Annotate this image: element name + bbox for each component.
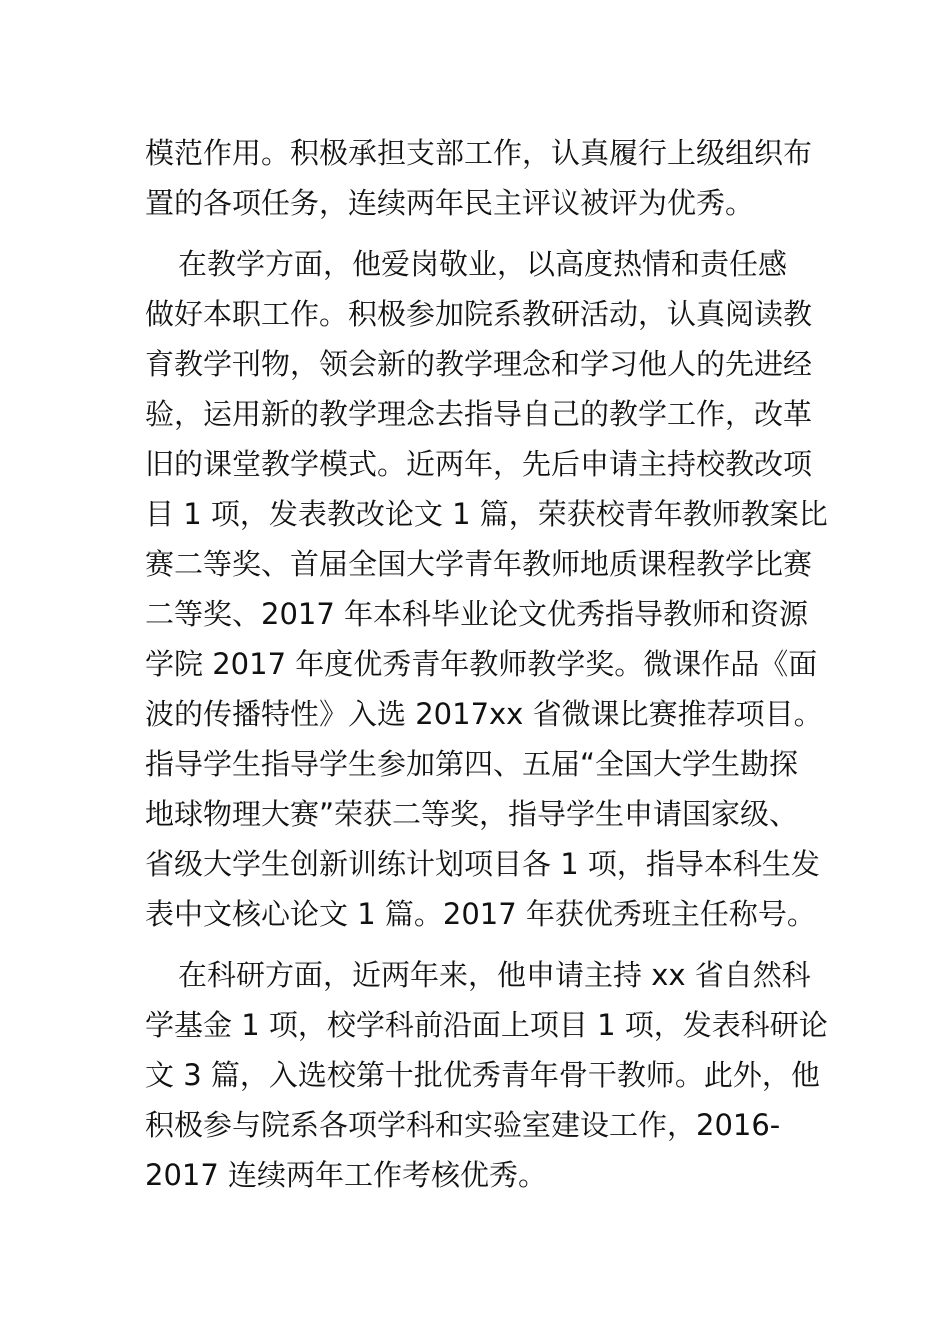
text-line: 波的传播特性》入选 2017xx 省微课比赛推荐项目。 <box>145 697 823 731</box>
text-line: 二等奖、2017 年本科毕业论文优秀指导教师和资源 <box>145 597 809 631</box>
text-line: 置的各项任务，连续两年民主评议被评为优秀。 <box>145 186 755 220</box>
text-line: 学基金 1 项，校学科前沿面上项目 1 项，发表科研论 <box>145 1008 828 1042</box>
text-line: 在教学方面，他爱岗敬业，以高度热情和责任感 <box>178 247 788 281</box>
text-line: 学院 2017 年度优秀青年教师教学奖。微课作品《面 <box>145 647 818 681</box>
text-line: 模范作用。积极承担支部工作，认真履行上级组织布 <box>145 136 813 170</box>
text-line: 指导学生指导学生参加第四、五届“全国大学生勘探 <box>145 747 799 781</box>
text-line: 赛二等奖、首届全国大学青年教师地质课程教学比赛 <box>145 547 813 581</box>
paragraph-party-work <box>145 128 813 228</box>
text-line: 验，运用新的教学理念去指导自己的教学工作，改革 <box>145 397 813 431</box>
paragraph-teaching <box>145 239 828 939</box>
text-line: 省级大学生创新训练计划项目各 1 项，指导本科生发 <box>145 847 820 881</box>
document-body <box>145 128 828 1211</box>
paragraph-research <box>145 950 828 1200</box>
text-line: 在科研方面，近两年来，他申请主持 xx 省自然科 <box>178 958 811 992</box>
text-line: 目 1 项，发表教改论文 1 篇，荣获校青年教师教案比 <box>145 497 828 531</box>
text-line: 地球物理大赛”荣获二等奖，指导学生申请国家级、 <box>145 797 799 831</box>
text-line: 旧的课堂教学模式。近两年，先后申请主持校教改项 <box>145 447 813 481</box>
text-line: 2017 连续两年工作考核优秀。 <box>145 1158 548 1192</box>
text-line: 做好本职工作。积极参加院系教研活动，认真阅读教 <box>145 297 813 331</box>
text-line: 表中文核心论文 1 篇。2017 年获优秀班主任称号。 <box>145 897 816 931</box>
text-line: 文 3 篇，入选校第十批优秀青年骨干教师。此外，他 <box>145 1058 820 1092</box>
text-line: 育教学刊物，领会新的教学理念和学习他人的先进经 <box>145 347 813 381</box>
text-line: 积极参与院系各项学科和实验室建设工作，2016- <box>145 1108 781 1142</box>
